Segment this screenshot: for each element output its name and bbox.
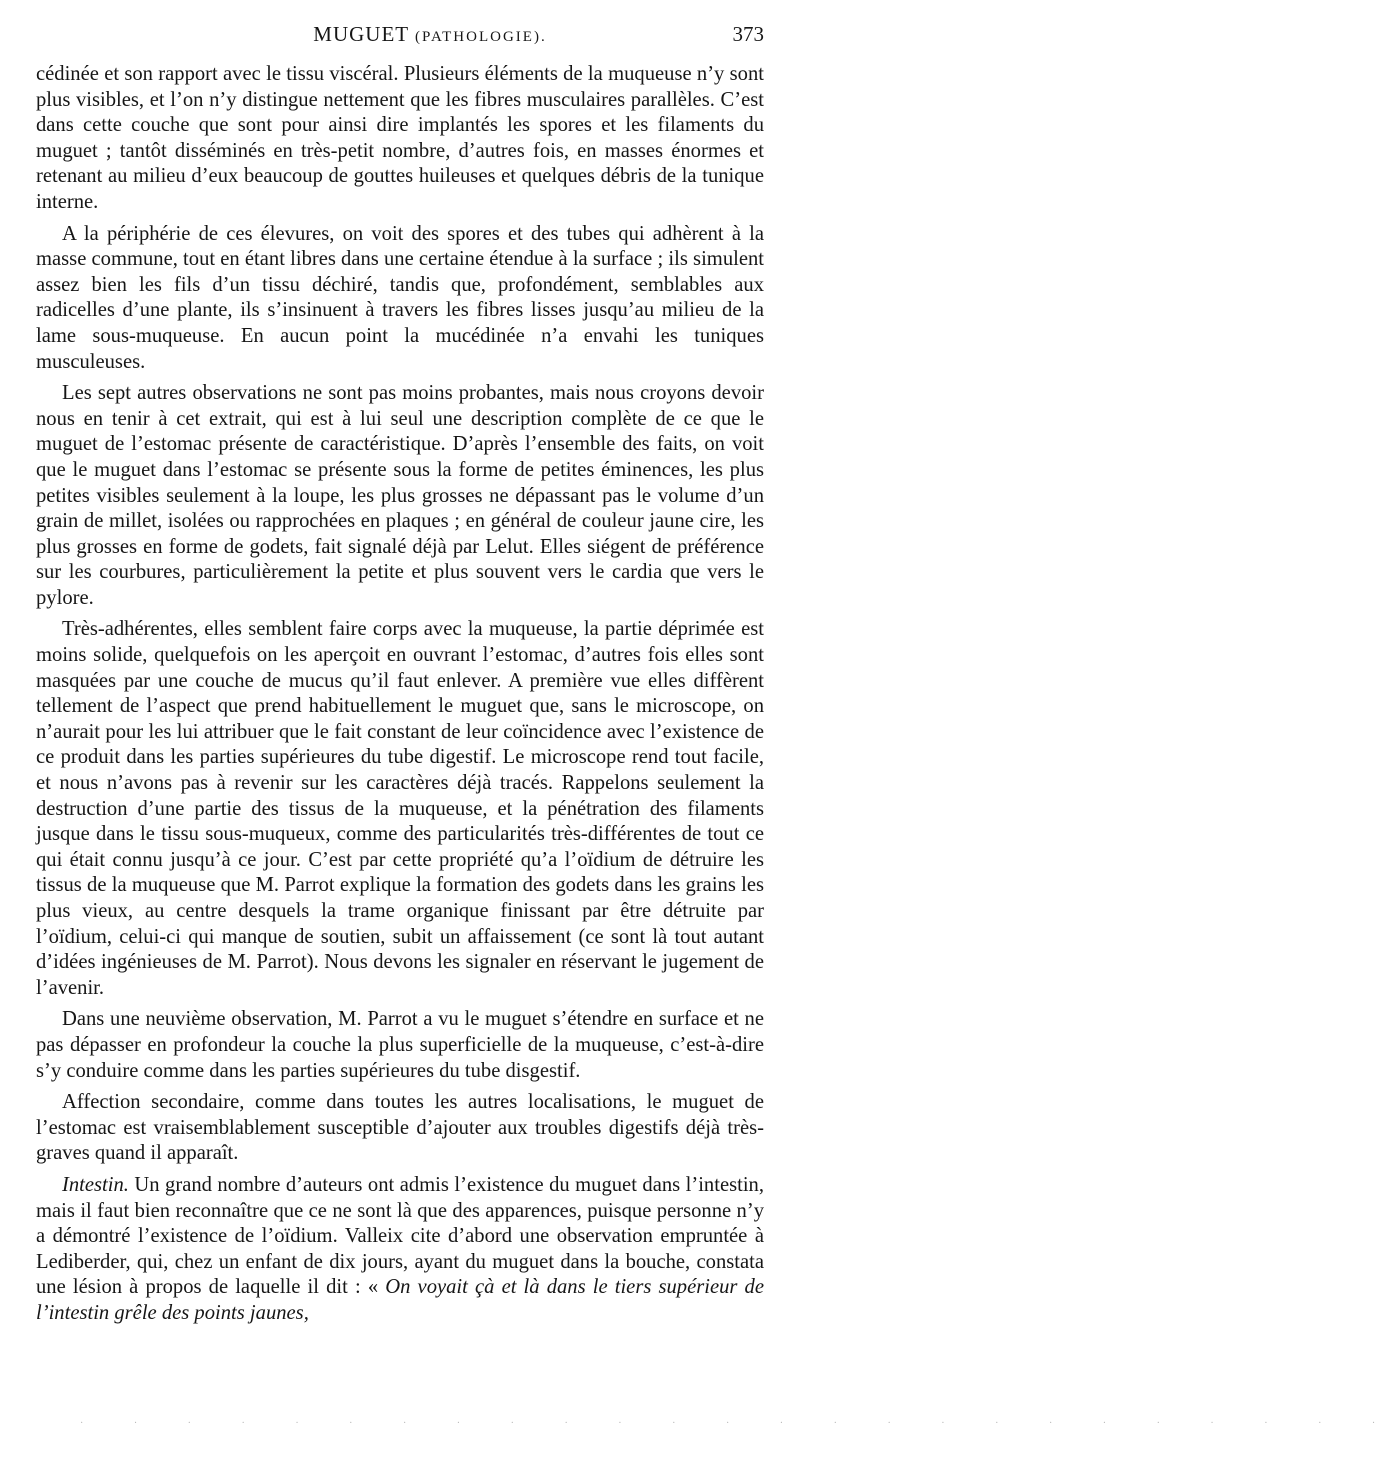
paragraph-6: Affection secondaire, comme dans toutes les autres localisations, le muguet de l’estomac est vraisemblablement susceptible d’ajouter aux troubles digestifs déjà très-graves quand il apparaît. [36,1091,764,1165]
scan-artifact-dots: · · · · · · · · · · · · · · · · · · · · · · · · · [80,1418,1399,1429]
paragraph-7-quote: On voyait çà et là dans le tiers supérieur de l’intestin grêle des points jaunes, [36,1276,764,1324]
header-title-main: MUGUET [313,22,409,46]
body-text [36,62,764,1327]
header-title [253,22,546,47]
section-heading-intestin: Intestin. [62,1173,129,1196]
header-title-sub: (PATHOLOGIE). [415,29,547,45]
paragraph-3: Les sept autres observations ne sont pas moins probantes, mais nous croyons devoir nous en tenir à cet extrait, qui est à lui seul une description complète de ce que le muguet de l’estomac présente de caractéristique. D’après l’ensemble des faits, on voit que le muguet dans l’estomac se présente sous la forme de petites éminences, les plus petites visibles seulement à la loupe, les plus grosses ne dépassant pas le volume d’un grain de millet, isolées ou rapprochées en plaques ; en général de couleur jaune cire, les plus grosses en forme de godets, fait signalé déjà par Lelut. Elles siégent de préférence sur les courbures, particulièrement la petite et plus souvent vers le cardia que vers le pylore. [36,382,764,609]
paragraph-5: Dans une neuvième observation, M. Parrot a vu le muguet s’étendre en surface et ne pas dépasser en profondeur la couche la plus superficielle de la muqueuse, c’est-à-dire s’y conduire comme dans les parties supérieures du tube disgestif. [36,1008,764,1082]
paragraph-7-body: Un grand nombre d’auteurs ont admis l’existence du muguet dans l’intestin, mais il faut bien reconnaître que ce ne sont là que des apparences, puisque personne n’y a démontré l’existence de l’oïdium. Valleix cite d’abord une observation empruntée à Lediberder, qui, chez un enfant de dix jours, ayant du muguet dans la bouche, constata une lésion à propos de laquelle il dit : « [36,1173,764,1299]
running-header [36,22,764,62]
paragraph-4: Très-adhérentes, elles semblent faire corps avec la muqueuse, la partie déprimée est moins solide, quelquefois on les aperçoit en ouvrant l’estomac, d’autres fois elles sont masquées par une couche de mucus qu’il faut enlever. A première vue elles diffèrent tellement de l’aspect que prend habituellement le muguet que, sans le microscope, on n’aurait pour les lui attribuer que le fait constant de leur coïncidence avec l’existence de ce produit dans les parties supérieures du tube digestif. Le microscope rend tout facile, et nous n’avons pas à revenir sur les caractères déjà tracés. Rappelons seulement la destruction d’une partie des tissus de la muqueuse, et la pénétration des filaments jusque dans le tissu sous-muqueux, comme des particularités très-différentes de tout ce qui était connu jusqu’à ce jour. C’est par cette propriété qu’a l’oïdium de détruire les tissus de la muqueuse que M. Parrot explique la formation des godets dans les grains les plus vieux, au centre desquels la trame organique finissant par être détruite par l’oïdium, celui-ci qui manque de soutien, subit un affaissement (ce sont là tout autant d’idées ingénieuses de M. Parrot). Nous devons les signaler en réservant le jugement de l’avenir. [36,618,764,999]
page-number: 373 [732,22,764,46]
paragraph-7 [36,1173,764,1327]
paragraph-2: A la périphérie de ces élevures, on voit des spores et des tubes qui adhèrent à la masse commune, tout en étant libres dans une certaine étendue à la surface ; ils simulent assez bien les fils d’un tissu déchiré, tandis que, profondément, semblables aux radicelles d’une plante, ils s’insinuent à travers les fibres lisses jusqu’au milieu de la lame sous-muqueuse. En aucun point la mucédinée n’a envahi les tuniques musculeuses. [36,222,764,373]
paragraph-1: cédinée et son rapport avec le tissu viscéral. Plusieurs éléments de la muqueuse n’y sont plus visibles, et l’on n’y distingue nettement que les fibres musculaires parallèles. C’est dans cette couche que sont pour ainsi dire implantés les spores et les filaments du muguet ; tantôt disséminés en très-petit nombre, d’autres fois, en masses énormes et retenant au milieu d’eux beaucoup de gouttes huileuses et quelques débris de la tunique interne. [36,63,764,213]
